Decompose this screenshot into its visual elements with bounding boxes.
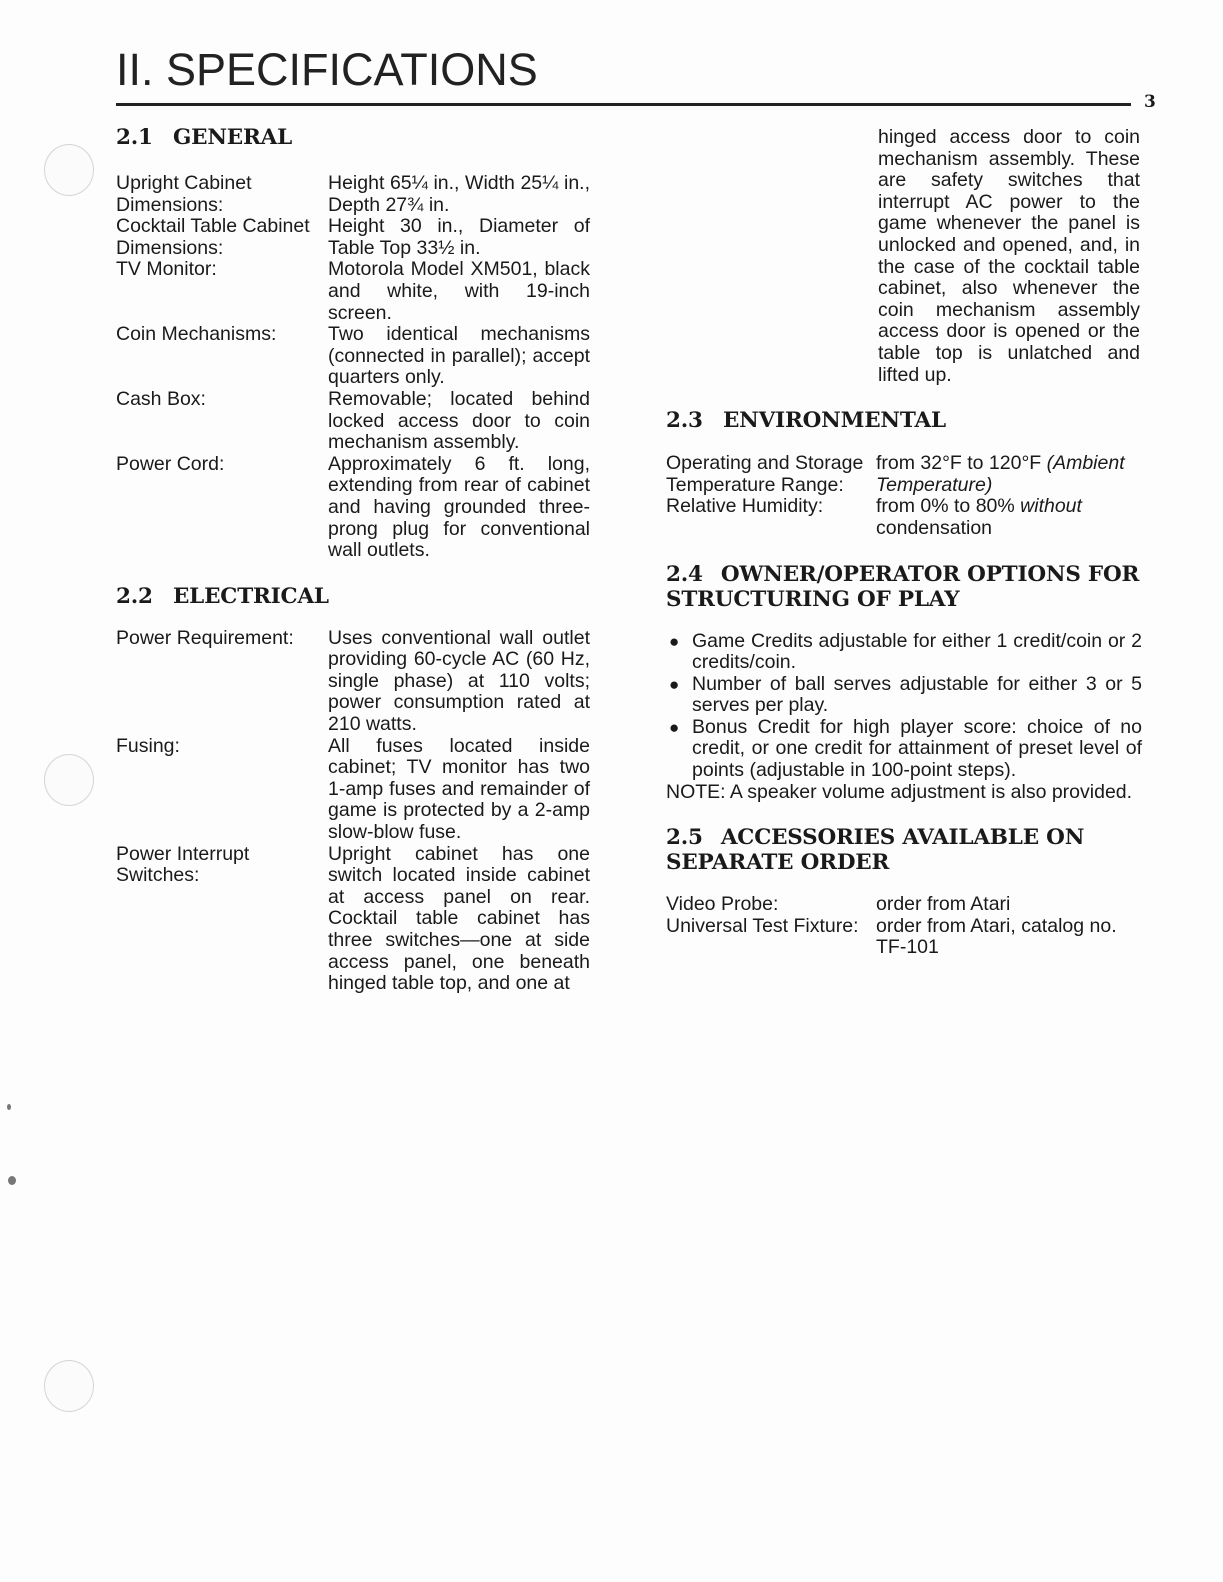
accessory-value: order from Atari, catalog no. TF-101 [876,914,1117,959]
right-column [666,127,1142,959]
spec-row [116,259,596,324]
binder-hole [44,1360,94,1412]
spec-row [116,173,596,216]
options-list [666,631,1142,782]
binder-hole [44,144,94,196]
spec-value: Height 30 in., Diameter of Table Top 33½ in. [328,215,590,259]
spec-value: All fuses located inside cabinet; TV monitor has two 1-amp fuses and remainder of game is protected by a 2-amp slow-blow fuse. [328,734,590,844]
env-value: from 32°F to 120°F (Ambient Temperature) [876,452,1125,496]
spec-row [116,628,596,736]
accessory-row [666,894,1142,916]
spec-label: Cocktail Table Cabinet Dimensions: [116,215,310,259]
accessory-row [666,916,1142,959]
spec-value: Height 65¼ in., Width 25¼ in., Depth 27¾ in. [328,172,590,216]
section-heading-electrical: 2.2 ELECTRICAL [116,583,329,609]
spec-label: Power Requirement: [116,626,294,649]
left-column [116,125,596,995]
scan-speck [7,1104,11,1110]
spec-value: Removable; located behind locked access door to coin mechanism assembly. [328,387,590,454]
spec-row [116,844,596,995]
section-heading-accessories: 2.5 ACCESSORIES AVAILABLE ON SEPARATE ORDER [666,825,1085,876]
env-value: from 0% to 80% without condensation [876,495,1082,539]
electrical-continued: hinged access door to coin mechanism assembly. These are safety switches that interrupt AC power to the game whenever the panel is unlocked and opened, and, in the case of the cocktail table cabinet, also whenever the coin mechanism assembly access door is opened or the table top is unlatched and lifted up. [878,126,1140,386]
bullet-icon: ● [669,674,680,694]
scan-speck [8,1176,16,1185]
binder-hole [44,754,94,806]
spec-row [116,389,596,454]
bullet-icon: ● [669,631,680,651]
section-heading-environmental: 2.3 ENVIRONMENTAL [666,408,946,434]
options-note: NOTE: A speaker volume adjustment is also provided. [666,780,1133,803]
spec-value: Two identical mechanisms (connected in parallel); accept quarters only. [328,323,590,389]
spec-value: Approximately 6 ft. long, extending from rear of cabinet and having grounded three-prong plug for conventional wall outlets. [328,452,590,562]
section-heading-options: 2.4 OWNER/OPERATOR OPTIONS FOR STRUCTURING OF PLAY [666,561,1140,612]
spec-row [116,736,596,844]
accessory-label: Universal Test Fixture: [666,914,859,937]
accessory-value: order from Atari [876,893,1011,916]
spec-label: Power Interrupt Switches: [116,842,250,887]
section-heading-general: 2.1 GENERAL [116,125,293,150]
spec-row [116,454,596,562]
spec-row [116,216,596,259]
list-item: ● Game Credits adjustable for either 1 credit/coin or 2 credits/coin. [669,629,1142,674]
spec-value: Uses conventional wall outlet providing 60-cycle AC (60 Hz, single phase) at 110 volts; power consumption rated at 210 watts. [328,626,590,736]
env-row [666,453,1142,496]
accessory-label: Video Probe: [666,893,779,916]
list-item: ● Bonus Credit for high player score: choice of no credit, or one credit for attainment of preset level of points (adjustable in 100-point steps). [669,715,1142,782]
page-number: 3 [1144,92,1156,112]
spec-label: Cash Box: [116,387,206,410]
spec-label: TV Monitor: [116,258,217,281]
spec-label: Fusing: [116,734,180,757]
spec-row [116,324,596,389]
env-label: Operating and Storage Temperature Range: [666,452,864,496]
page-title: II. SPECIFICATIONS [116,44,538,95]
bullet-icon: ● [669,717,680,737]
spec-value: Upright cabinet has one switch located inside cabinet at access panel on rear. Cocktail table cabinet has three switches—one at side access panel, one beneath hinged table top, and one at [328,842,590,995]
spec-label: Power Cord: [116,452,225,475]
spec-label: Coin Mechanisms: [116,323,277,346]
spec-label: Upright Cabinet Dimensions: [116,172,252,216]
title-rule [116,103,1131,106]
list-item: ● Number of ball serves adjustable for either 3 or 5 serves per play. [669,672,1142,717]
spec-value: Motorola Model XM501, black and white, with 19-inch screen. [328,258,590,324]
env-row [666,496,1142,539]
env-label: Relative Humidity: [666,495,824,518]
